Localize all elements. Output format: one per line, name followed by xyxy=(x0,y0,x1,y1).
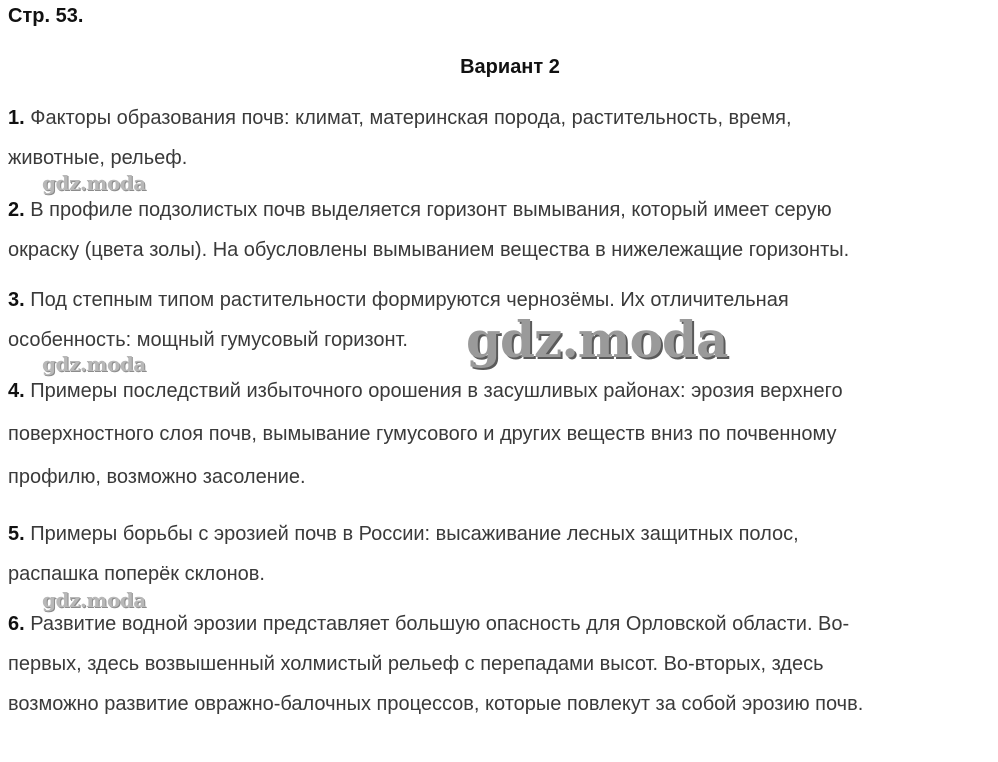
watermark-small-1: gdz.moda xyxy=(42,171,146,195)
variant-title: Вариант 2 xyxy=(460,56,560,78)
answer-6 xyxy=(8,604,993,724)
answer-4 xyxy=(8,370,993,499)
answer-5-line-2: распашка поперёк склонов. xyxy=(8,563,265,585)
answer-4-line-2: поверхностного слоя почв, вымывание гумусового и других веществ вниз по почвенному xyxy=(8,423,837,445)
answer-6-number: 6. xyxy=(8,613,25,635)
answer-6-line-2: первых, здесь возвышенный холмистый рельеф с перепадами высот. Во-вторых, здесь xyxy=(8,653,824,675)
answer-2-line-2: окраску (цвета золы). На обусловлены вымыванием вещества в нижележащие горизонты. xyxy=(8,239,850,261)
answer-4-text-1: Примеры последствий избыточного орошения в засушливых районах: эрозия верхнего xyxy=(30,380,843,402)
answer-3-number: 3. xyxy=(8,289,25,311)
page-reference: Стр. 53. xyxy=(8,5,84,27)
watermark-large: gdz.moda xyxy=(466,310,728,369)
answer-5-line-1 xyxy=(8,514,993,554)
answer-1 xyxy=(8,98,993,178)
answer-1-text-1: Факторы образования почв: климат, материнская порода, растительность, время, xyxy=(30,107,792,129)
watermark-small-3: gdz.moda xyxy=(42,588,146,612)
answer-5 xyxy=(8,514,993,594)
answer-4-line-1 xyxy=(8,370,993,413)
answer-1-number: 1. xyxy=(8,107,25,129)
answer-4-line-3: профилю, возможно засоление. xyxy=(8,466,306,488)
answer-2-line-1 xyxy=(8,190,993,230)
answer-3-text-1: Под степным типом растительности формируются чернозёмы. Их отличительная xyxy=(30,289,789,311)
answer-5-text-1: Примеры борьбы с эрозией почв в России: высаживание лесных защитных полос, xyxy=(30,523,799,545)
answer-2 xyxy=(8,190,993,270)
answer-2-text-1: В профиле подзолистых почв выделяется горизонт вымывания, который имеет серую xyxy=(30,199,832,221)
watermark-small-2: gdz.moda xyxy=(42,352,146,376)
answer-6-text-1: Развитие водной эрозии представляет большую опасность для Орловской области. Во- xyxy=(30,613,850,635)
answer-5-number: 5. xyxy=(8,523,25,545)
answer-4-number: 4. xyxy=(8,380,25,402)
answer-2-number: 2. xyxy=(8,199,25,221)
answer-6-line-1 xyxy=(8,604,993,644)
answer-1-line-1 xyxy=(8,98,993,138)
answer-3-line-2: особенность: мощный гумусовый горизонт. xyxy=(8,329,408,351)
answer-6-line-3: возможно развитие овражно-балочных процессов, которые повлекут за собой эрозию почв. xyxy=(8,693,864,715)
answer-1-line-2: животные, рельеф. xyxy=(8,147,188,169)
